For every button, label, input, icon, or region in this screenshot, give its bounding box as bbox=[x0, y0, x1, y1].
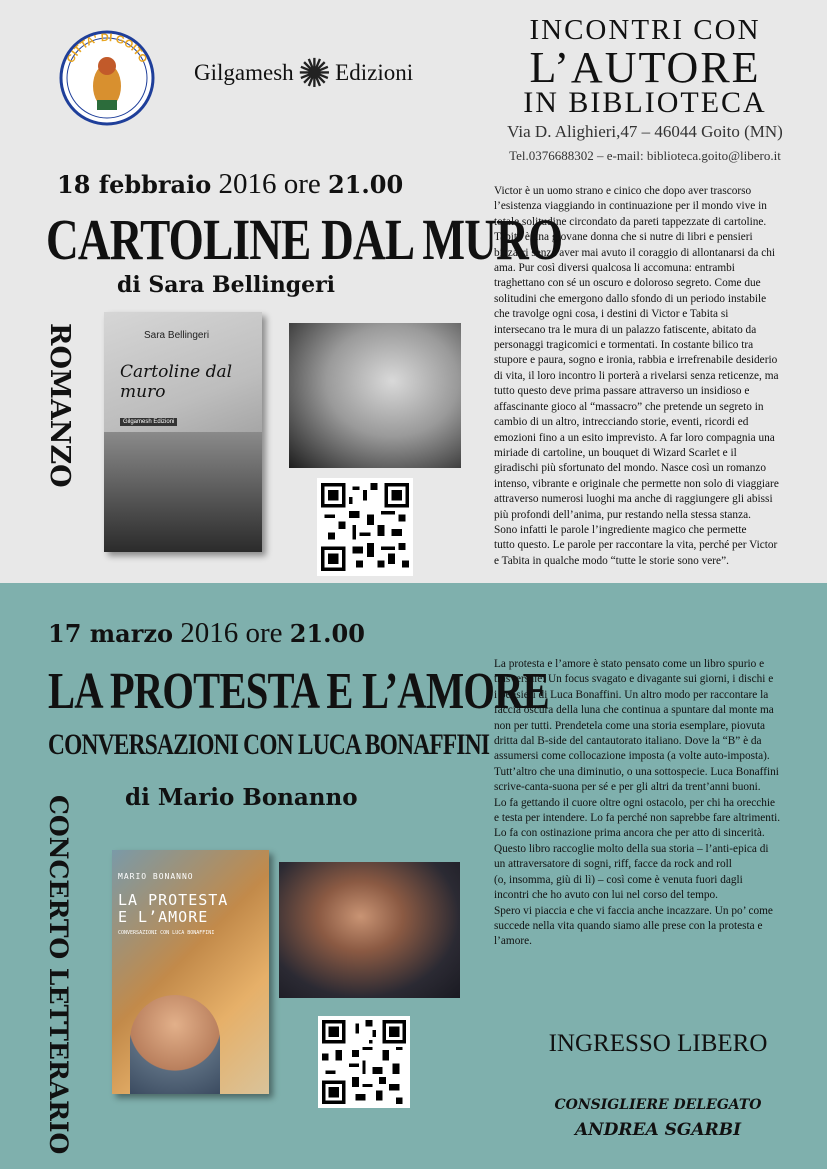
event2-desc-line: l’amore. bbox=[494, 935, 532, 948]
event1-desc-line: ama. Pur così diversi qualcosa li accomuna: entrambi bbox=[494, 262, 735, 275]
event1-time: 21.00 bbox=[328, 170, 404, 199]
header-line1: INCONTRI CON bbox=[529, 14, 761, 46]
event1-desc-line: traghettano con sé un oscuro e doloroso segreto. Come due bbox=[494, 277, 761, 290]
event1-desc-line: Sono infatti le parole l’ingrediente magico che permette bbox=[494, 523, 747, 536]
event2-desc-line: dritta dal B-side del cantautorato italiano. Dove la “B” è da bbox=[494, 735, 762, 748]
event2-desc-line: incontri che ho avuto con lui nel corso del tempo. bbox=[494, 889, 718, 902]
event1-desc-line: affascinante gioco al “massacro” che pretende un segreto in bbox=[494, 400, 764, 413]
event1-desc-line: più profondi dell’anima, pur restando nella stessa stanza. bbox=[494, 508, 751, 521]
book1-photo bbox=[104, 432, 262, 552]
event1-author: di Sara Bellingeri bbox=[117, 272, 336, 298]
event2-description bbox=[494, 657, 816, 950]
event1-title: CARTOLINE DAL MURO bbox=[46, 207, 563, 272]
book2-title-line1: LA PROTESTA bbox=[118, 891, 229, 909]
free-entry-label: INGRESSO LIBERO bbox=[548, 1030, 768, 1057]
event2-genre: CONCERTO LETTERARIO bbox=[44, 795, 73, 1155]
event2-date-bold: 17 marzo bbox=[48, 619, 173, 648]
event1-date-bold: 18 febbraio bbox=[57, 170, 212, 199]
qr-code-event2[interactable] bbox=[318, 1016, 410, 1108]
event2-subtitle: CONVERSAZIONI CON LUCA BONAFFINI bbox=[48, 728, 490, 761]
event2-desc-line: assumersi come collocazione imposta (a volte auto-imposta). bbox=[494, 750, 770, 763]
logo-text: CITTA' DI GOITO bbox=[64, 31, 150, 66]
event1-desc-line: l’esistenza viaggiando in continuazione per il mondo vive in bbox=[494, 200, 767, 213]
event1-desc-line: totale solitudine circondato da pareti tappezzate di cartoline. bbox=[494, 215, 767, 228]
delegate-role: CONSIGLIERE DELEGATO bbox=[554, 1097, 762, 1113]
book1-author: Sara Bellingeri bbox=[144, 330, 210, 341]
event1-desc-line: intersecano tra le mura di un palazzo fatiscente, abitato da bbox=[494, 323, 757, 336]
event1-desc-line: tutto questo. Le parole per raccontare la vita, perché per Victor bbox=[494, 539, 778, 552]
event1-desc-line: che travolge ogni cosa, i destini di Victor e Tabita si bbox=[494, 308, 729, 321]
event1-desc-line: emozioni fino a un esito imprevisto. A far loro compagnia una bbox=[494, 431, 775, 444]
event1-desc-line: personaggi tragicomici e tormentati. In costante bilico tra bbox=[494, 339, 754, 352]
event2-desc-line: Spero vi piaccia e che vi faccia anche incazzare. Un po’ come bbox=[494, 904, 773, 917]
event1-desc-line: stupore e paura, sogno e ironia, rabbia e irrefrenabile desiderio bbox=[494, 354, 778, 367]
event2-time: 21.00 bbox=[289, 619, 365, 648]
event2-desc-line: un attraversatore di sogni, riff, facce da rock and roll bbox=[494, 858, 732, 871]
library-address: Via D. Alighieri,47 – 46044 Goito (MN) bbox=[507, 122, 783, 141]
event1-desc-line: intenso, vibrante e originale che permette non solo di viaggiare bbox=[494, 477, 779, 490]
event1-desc-line: bizzarri senza aver mai avuto il coraggio di allontanarsi da chi bbox=[494, 246, 776, 259]
event1-desc-line: attraverso numerosi luoghi ma anche di raggiungere gli abissi bbox=[494, 493, 773, 506]
event1-desc-line: tutto questo deve prima passare attraverso un insidioso e bbox=[494, 385, 750, 398]
book1-title: Cartoline dal muro bbox=[120, 362, 233, 402]
event2-date-rest: 2016 ore bbox=[180, 617, 283, 649]
event2-date bbox=[48, 617, 365, 650]
header-line2: L’AUTORE bbox=[529, 43, 761, 92]
event1-desc-line: cambio di un altro, intrecciando storie, eventi, ricordi ed bbox=[494, 416, 749, 429]
publisher-logo bbox=[194, 48, 444, 98]
event2-desc-line: Tutt’altro che una diminutio, o una sottospecie. Luca Bonaffini bbox=[494, 765, 779, 778]
book2-title bbox=[118, 892, 228, 926]
event1-desc-line: di vita, il loro incontro li porterà a rivelarsi senza reticenze, ma bbox=[494, 369, 779, 382]
book2-author: MARIO BONANNO bbox=[118, 872, 194, 881]
event2-desc-line: e testa per intendere. Lo fa perché non saprebbe fare altrimenti. bbox=[494, 812, 781, 825]
event1-desc-line: solitudini che emergono dallo sfondo di un periodo instabile bbox=[494, 292, 767, 305]
publisher-star-icon: ✺ bbox=[297, 50, 332, 96]
event1-desc-line: e Tabita in qualche modo “tutte le storie sono vere”. bbox=[494, 554, 729, 567]
event2-desc-line: succede nella vita quando siamo alle prese con la protesta e bbox=[494, 919, 763, 932]
event2-desc-line: i pensieri di Luca Bonaffini. Un altro modo per raccontare la bbox=[494, 688, 769, 701]
event2-desc-line: non per tutti. Prendetela come una storia esemplare, piovuta bbox=[494, 719, 766, 732]
book-cover-protesta bbox=[112, 850, 269, 1094]
publisher-right: Edizioni bbox=[335, 60, 414, 85]
event2-desc-line: Lo fa gettando il cuore oltre ogni ostacolo, per chi ha orecchie bbox=[494, 796, 776, 809]
event1-date bbox=[57, 168, 403, 201]
delegate-name: ANDREA SGARBI bbox=[574, 1120, 742, 1140]
event1-desc-line: miriade di cartoline, un bouquet di Wizard Scarlet e il bbox=[494, 446, 737, 459]
header-line3: IN BIBLIOTECA bbox=[523, 86, 767, 119]
publisher-left: Gilgamesh bbox=[194, 60, 294, 85]
event2-desc-line: trasversale. Un focus svagato e divagante sui giorni, i dischi e bbox=[494, 673, 774, 686]
library-contact: Tel.0376688302 – e-mail: biblioteca.goito@libero.it bbox=[509, 148, 781, 163]
event1-desc-line: Victor è un uomo strano e cinico che dopo aver trascorso bbox=[494, 185, 752, 197]
book-cover-cartoline bbox=[104, 312, 262, 552]
book1-publisher: Gilgamesh Edizioni bbox=[120, 418, 177, 426]
event2-desc-line: (o, insomma, giù di lì) – così come è venuta fuori dagli bbox=[494, 873, 743, 886]
city-logo bbox=[52, 20, 162, 130]
book2-subtitle: CONVERSAZIONI CON LUCA BONAFFINI bbox=[118, 930, 215, 936]
book2-title-line2: E L’AMORE bbox=[118, 908, 209, 926]
author-photo-sara bbox=[289, 323, 461, 468]
event2-desc-line: faccia oscura della luna che continua a spuntare dal monte ma bbox=[494, 704, 774, 717]
book2-photo bbox=[130, 995, 220, 1094]
event1-description bbox=[494, 184, 816, 569]
event1-desc-line: giradischi più sfortunato del mondo. Nasce così un romanzo bbox=[494, 462, 767, 475]
event1-desc-line: Tabita è una giovane donna che si nutre di libri e pensieri bbox=[494, 231, 753, 244]
event2-desc-line: scrive-canta-suona per sé e per gli altri da trent’anni buoni. bbox=[494, 781, 761, 794]
qr-code-event1[interactable] bbox=[317, 478, 413, 576]
photo-luca-bonaffini bbox=[279, 862, 460, 998]
event2-desc-line: Lo fa con ostinazione prima ancora che per atto di sincerità. bbox=[494, 827, 765, 840]
event2-author: di Mario Bonanno bbox=[125, 784, 358, 811]
event2-desc-line: La protesta e l’amore è stato pensato come un libro spurio e bbox=[494, 658, 765, 670]
event1-date-rest: 2016 ore bbox=[218, 168, 321, 200]
event1-genre: ROMANZO bbox=[44, 323, 75, 488]
event2-title: LA PROTESTA E L’AMORE bbox=[48, 663, 549, 720]
event2-desc-line: Questo libro raccoglie molto della sua storia – l’anti-epica di bbox=[494, 842, 769, 855]
